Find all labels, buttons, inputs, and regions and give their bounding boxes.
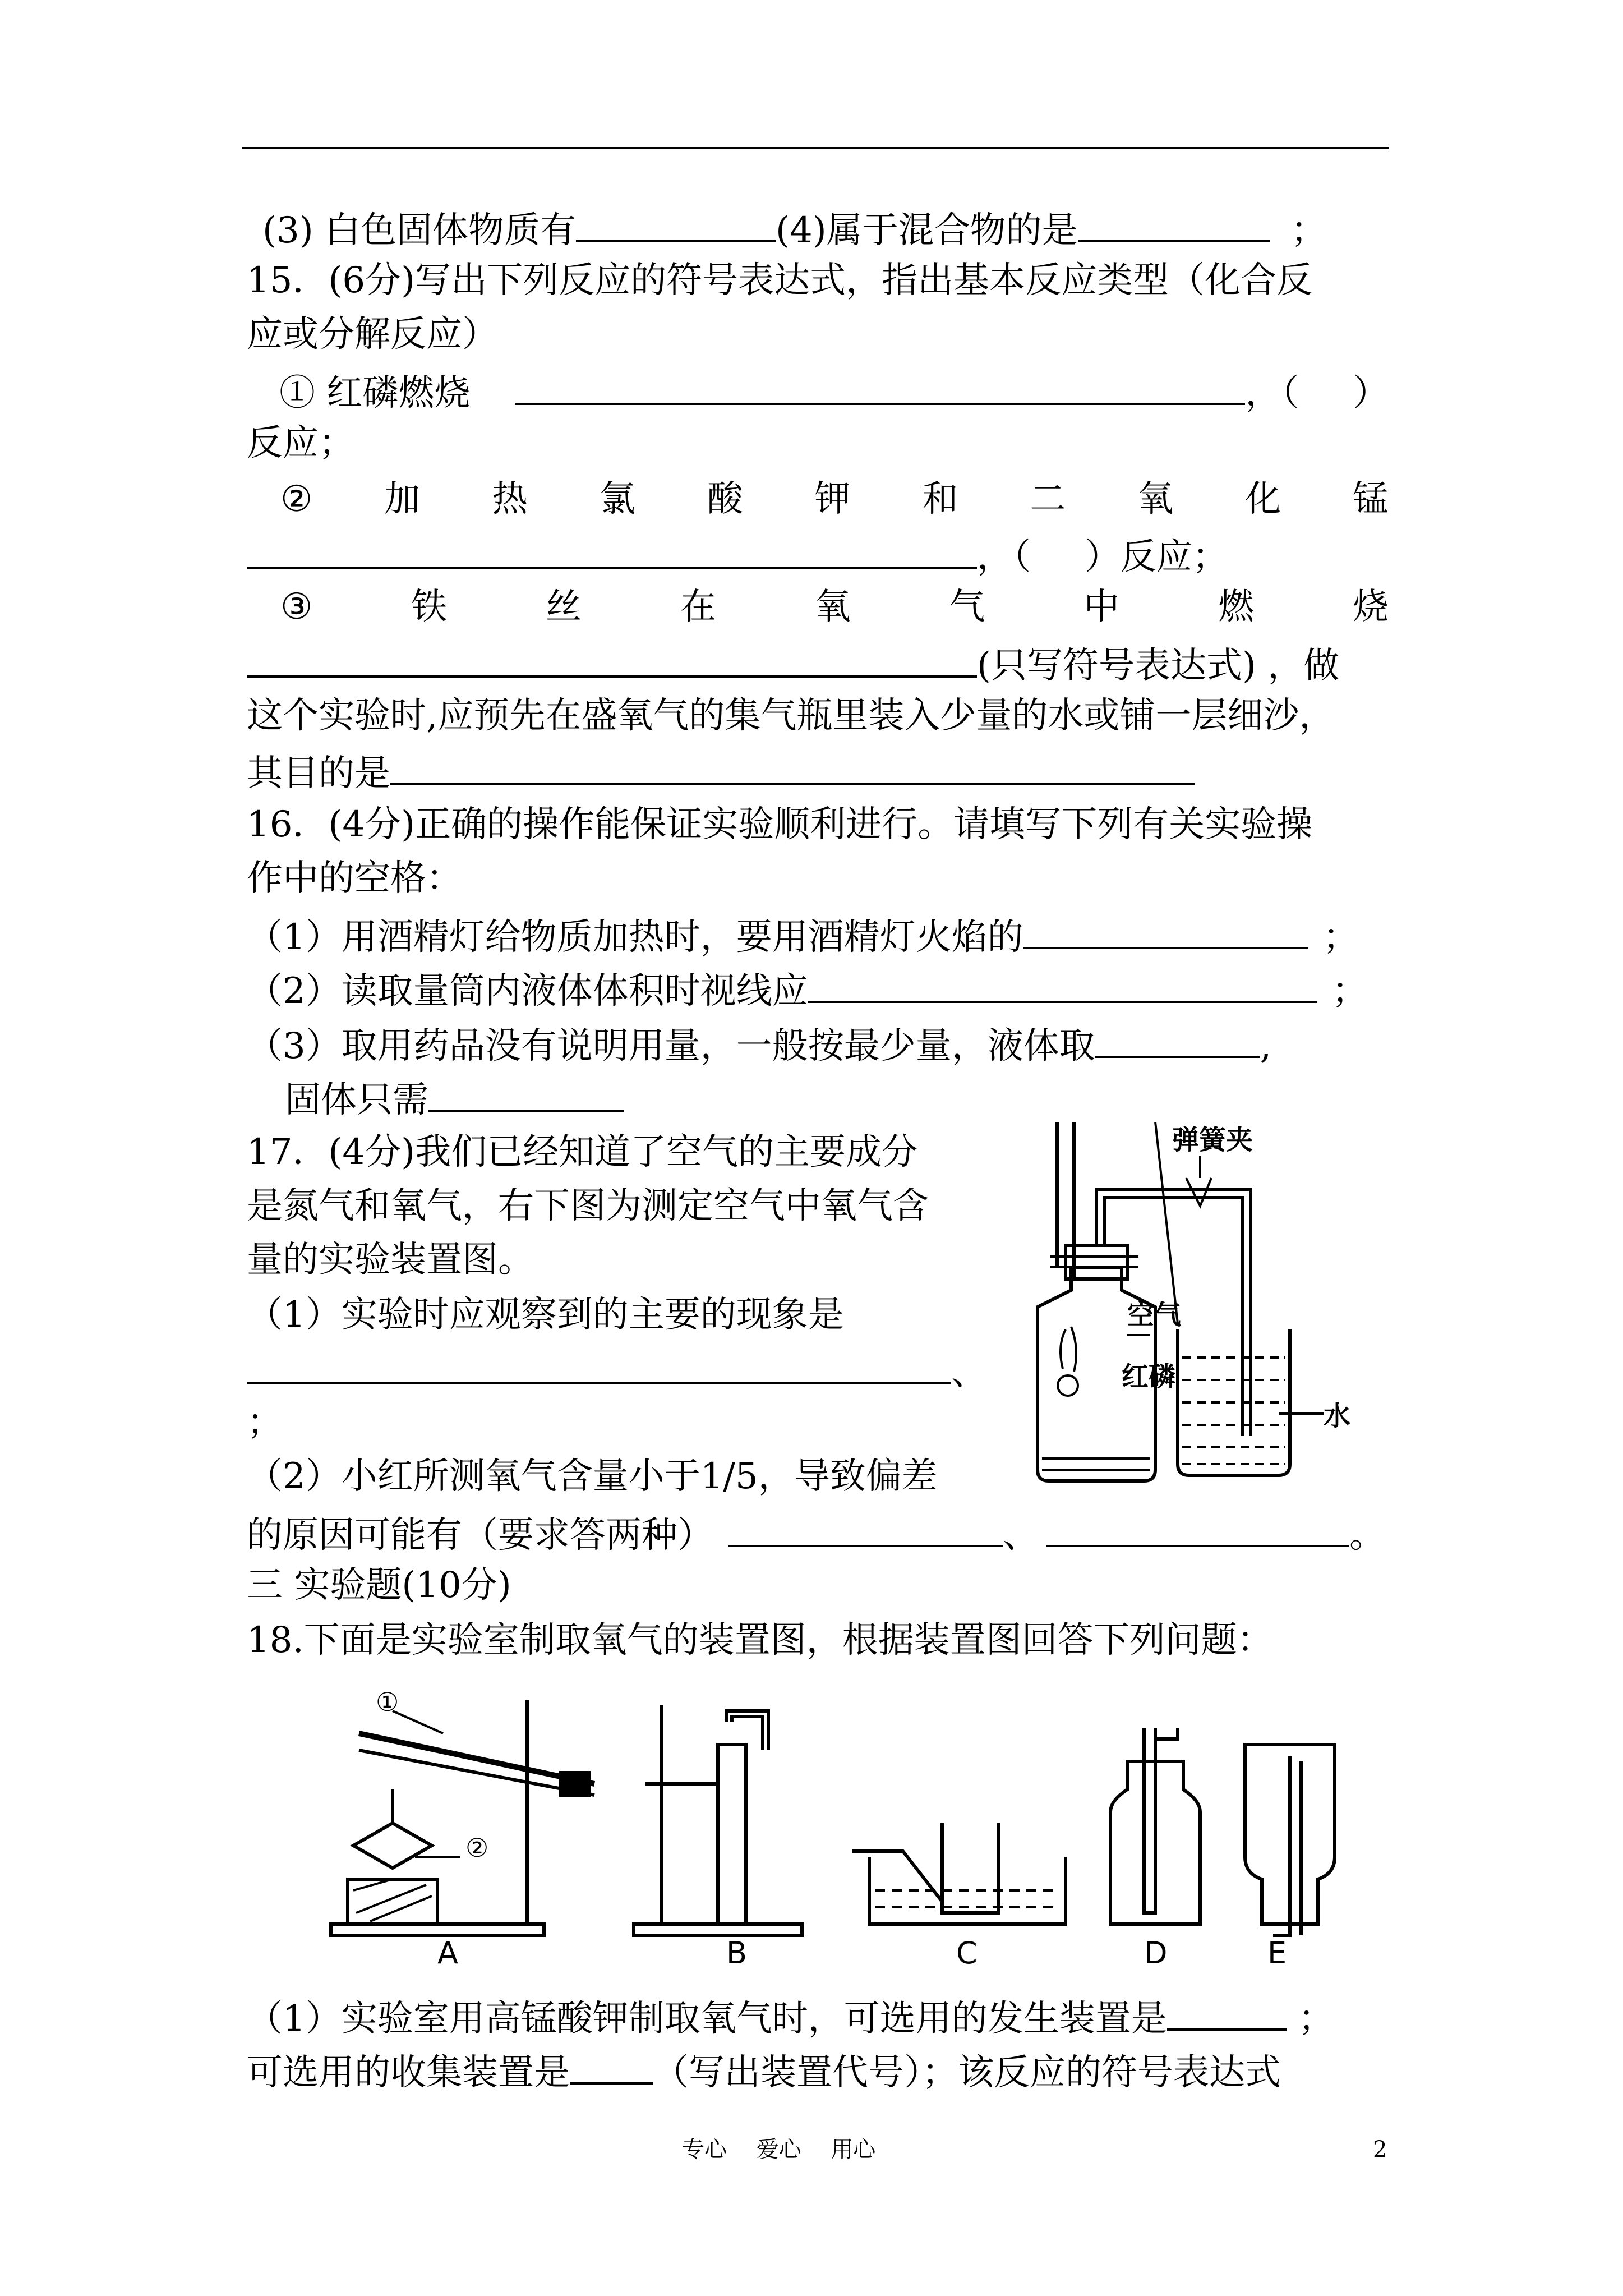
q17-s1-answer	[247, 1351, 987, 1391]
q15-item2-char: 氧	[1137, 478, 1174, 520]
q15-item2-blank[interactable]	[247, 535, 977, 569]
q15-item3-purpose-blank[interactable]	[390, 752, 1195, 785]
q15-item2-char: 热	[492, 478, 528, 520]
q15-item3-char: 燃	[1218, 586, 1255, 628]
q15-item3-purpose-label: 其目的是	[247, 753, 390, 794]
q15-item3-line4	[247, 752, 1195, 792]
q15-item2-tail-b: ）反应；	[1085, 536, 1228, 578]
q17-s1-semi: ；	[247, 1402, 283, 1443]
q15-item1-mid: ，（	[1245, 372, 1299, 414]
q15-item2-type-blank[interactable]	[1031, 537, 1085, 569]
q18-s1a	[247, 1997, 1334, 2040]
q17-s2b-text: 的原因可能有（要求答两种）	[247, 1515, 713, 1556]
q15-item3-tail: (只写符号表达式) ，做	[977, 645, 1340, 687]
q16-s2-semi: ；	[1331, 970, 1368, 1012]
fig-clamp-label: 弹簧夹	[1172, 1124, 1253, 1156]
q16-s3-text: （3）取用药品没有说明用量，一般按最少量，液体取	[247, 1025, 1095, 1067]
q15-item2-spread	[280, 478, 1389, 520]
fig-phosphorus-label: 红磷	[1122, 1361, 1176, 1392]
q18-s1a-text: （1）实验室用高锰酸钾制取氧气时，可选用的发生装置是	[247, 1998, 1167, 2040]
q15-item3-char: 气	[949, 586, 985, 628]
q15-item2-char: 酸	[707, 478, 743, 520]
q16-s3b-text: 固体只需	[285, 1079, 428, 1121]
q15-item2-char: 钾	[814, 478, 851, 520]
q15-item3-char: ③	[280, 586, 313, 628]
q14-part3: (3) 白色固体物质有	[262, 210, 576, 251]
q17-s2-blank-2[interactable]	[1046, 1513, 1349, 1547]
q16-s1	[247, 915, 1359, 958]
q16-s3-blank-liquid[interactable]	[1095, 1024, 1260, 1058]
q17-line1: 17．(4分)我们已经知道了空气的主要成分	[247, 1131, 918, 1173]
q16-s2-blank[interactable]	[808, 969, 1317, 1003]
q15-item3-blank[interactable]	[247, 644, 977, 678]
q14-line	[262, 209, 1327, 249]
label-A: A	[437, 1935, 458, 1971]
q18-s1b-text: 可选用的收集装置是	[247, 2052, 570, 2093]
q15-item2-char: 和	[922, 478, 958, 520]
q15-item2-char: 加	[384, 478, 421, 520]
q15-item2-line2	[247, 535, 1228, 578]
q16-s3b-blank-solid[interactable]	[428, 1078, 624, 1112]
q15-item3-char: 烧	[1353, 586, 1389, 628]
q14-blank-4[interactable]	[1078, 209, 1270, 242]
label-E: E	[1267, 1935, 1287, 1971]
q16-s3-comma: ,	[1260, 1025, 1272, 1067]
q16-s2-text: （2）读取量筒内液体体积时视线应	[247, 970, 808, 1012]
q15-item3-char: 丝	[546, 586, 582, 628]
q15-item1-blank[interactable]	[515, 371, 1245, 405]
q17-line2: 是氮气和氧气，右下图为测定空气中氧气含	[247, 1185, 929, 1227]
q17-s2-blank-1[interactable]	[728, 1513, 1003, 1547]
q15-item3-line3: 这个实验时,应预先在盛氧气的集气瓶里装入少量的水或铺一层细沙，	[247, 695, 1335, 737]
fig-water-label: 水	[1324, 1400, 1351, 1432]
lamp-A	[353, 1823, 432, 1868]
q17-s1: （1）实验时应观察到的主要的现象是	[247, 1294, 844, 1336]
q17-line3: 量的实验装置图。	[247, 1239, 534, 1281]
q14-blank-3[interactable]	[576, 209, 776, 242]
header-rule	[242, 147, 1389, 149]
q17-s2-period: 。	[1349, 1515, 1385, 1556]
label-C: C	[956, 1935, 978, 1971]
q18-s1b-text-2: （写出装置代号）；该反应的符号表达式	[653, 2052, 1281, 2093]
fig-air-label: 空气	[1127, 1299, 1182, 1331]
label-D: D	[1144, 1935, 1168, 1971]
q17-s1-dun: 、	[951, 1352, 987, 1393]
q15-item3-line2	[247, 644, 1340, 687]
q17-s2-dun: 、	[1003, 1515, 1039, 1556]
label-B: B	[726, 1935, 748, 1971]
q15-item1	[279, 371, 1389, 414]
q17-s1-blank[interactable]	[247, 1351, 951, 1384]
q15-item3-char: 铁	[411, 586, 448, 628]
q18-s1b-blank[interactable]	[570, 2051, 653, 2085]
q16-s2	[247, 969, 1368, 1012]
q15-item2-char: ②	[280, 478, 313, 520]
spring-clamp	[1186, 1178, 1211, 1206]
footer-motto: 专心 爱心 用心	[682, 2137, 876, 2162]
section-3-title: 三 实验题(10分)	[247, 1565, 511, 1606]
q18-s1a-semi: ；	[1298, 1998, 1334, 2040]
q14-end: ；	[1290, 210, 1327, 251]
q18-s1a-blank[interactable]	[1167, 1997, 1287, 2031]
phosphorus-spoon	[1058, 1375, 1078, 1396]
q17-s2a: （2）小红所测氧气含量小于1/5，导致偏差	[247, 1456, 938, 1497]
q15-item3-char: 中	[1083, 586, 1120, 628]
q18-s1b	[247, 2051, 1281, 2091]
mark-1: ①	[376, 1688, 399, 1717]
oxygen-apparatus-figure	[1009, 1122, 1413, 1492]
q15-item2-char: 氯	[599, 478, 635, 520]
q17-s2b	[247, 1513, 1385, 1556]
q16-s1-blank[interactable]	[1023, 915, 1308, 949]
q16-heading-2: 作中的空格：	[247, 858, 462, 899]
q16-heading: 16．(4分)正确的操作能保证实验顺利进行。请填写下列有关实验操	[247, 804, 1313, 845]
q15-heading: 15．(6分)写出下列反应的符号表达式，指出基本反应类型（化合反	[247, 260, 1313, 301]
q15-item1-close: ）	[1353, 372, 1389, 414]
page-number: 2	[1373, 2137, 1387, 2162]
q15-item2-char: 锰	[1352, 478, 1389, 520]
q16-s3	[247, 1024, 1272, 1067]
q16-s3b	[285, 1078, 624, 1121]
q16-s1-semi: ；	[1322, 917, 1359, 958]
q16-s1-text: （1）用酒精灯给物质加热时，要用酒精灯火焰的	[247, 917, 1023, 958]
q14-part4: (4)属于混合物的是	[776, 210, 1078, 251]
q15-item2-tail-a: ，（	[977, 536, 1031, 578]
q15-item1-type-blank[interactable]	[1299, 374, 1353, 405]
q15-item3-spread	[280, 586, 1389, 628]
q15-item2-char: 化	[1245, 478, 1281, 520]
flame	[1061, 1329, 1066, 1369]
q15-heading-2: 应或分解反应）	[247, 314, 498, 355]
q15-item1-tail: 反应；	[247, 422, 354, 464]
q15-item3-char: 氧	[814, 586, 851, 628]
q15-item3-char: 在	[680, 586, 716, 628]
mark-2: ②	[465, 1833, 489, 1863]
q15-item1-label: ① 红磷燃烧	[279, 372, 471, 414]
q18-apparatus-figure	[314, 1688, 1380, 1980]
q15-item2-char: 二	[1030, 478, 1066, 520]
q18-heading: 18.下面是实验室制取氧气的装置图，根据装置图回答下列问题：	[247, 1619, 1273, 1661]
